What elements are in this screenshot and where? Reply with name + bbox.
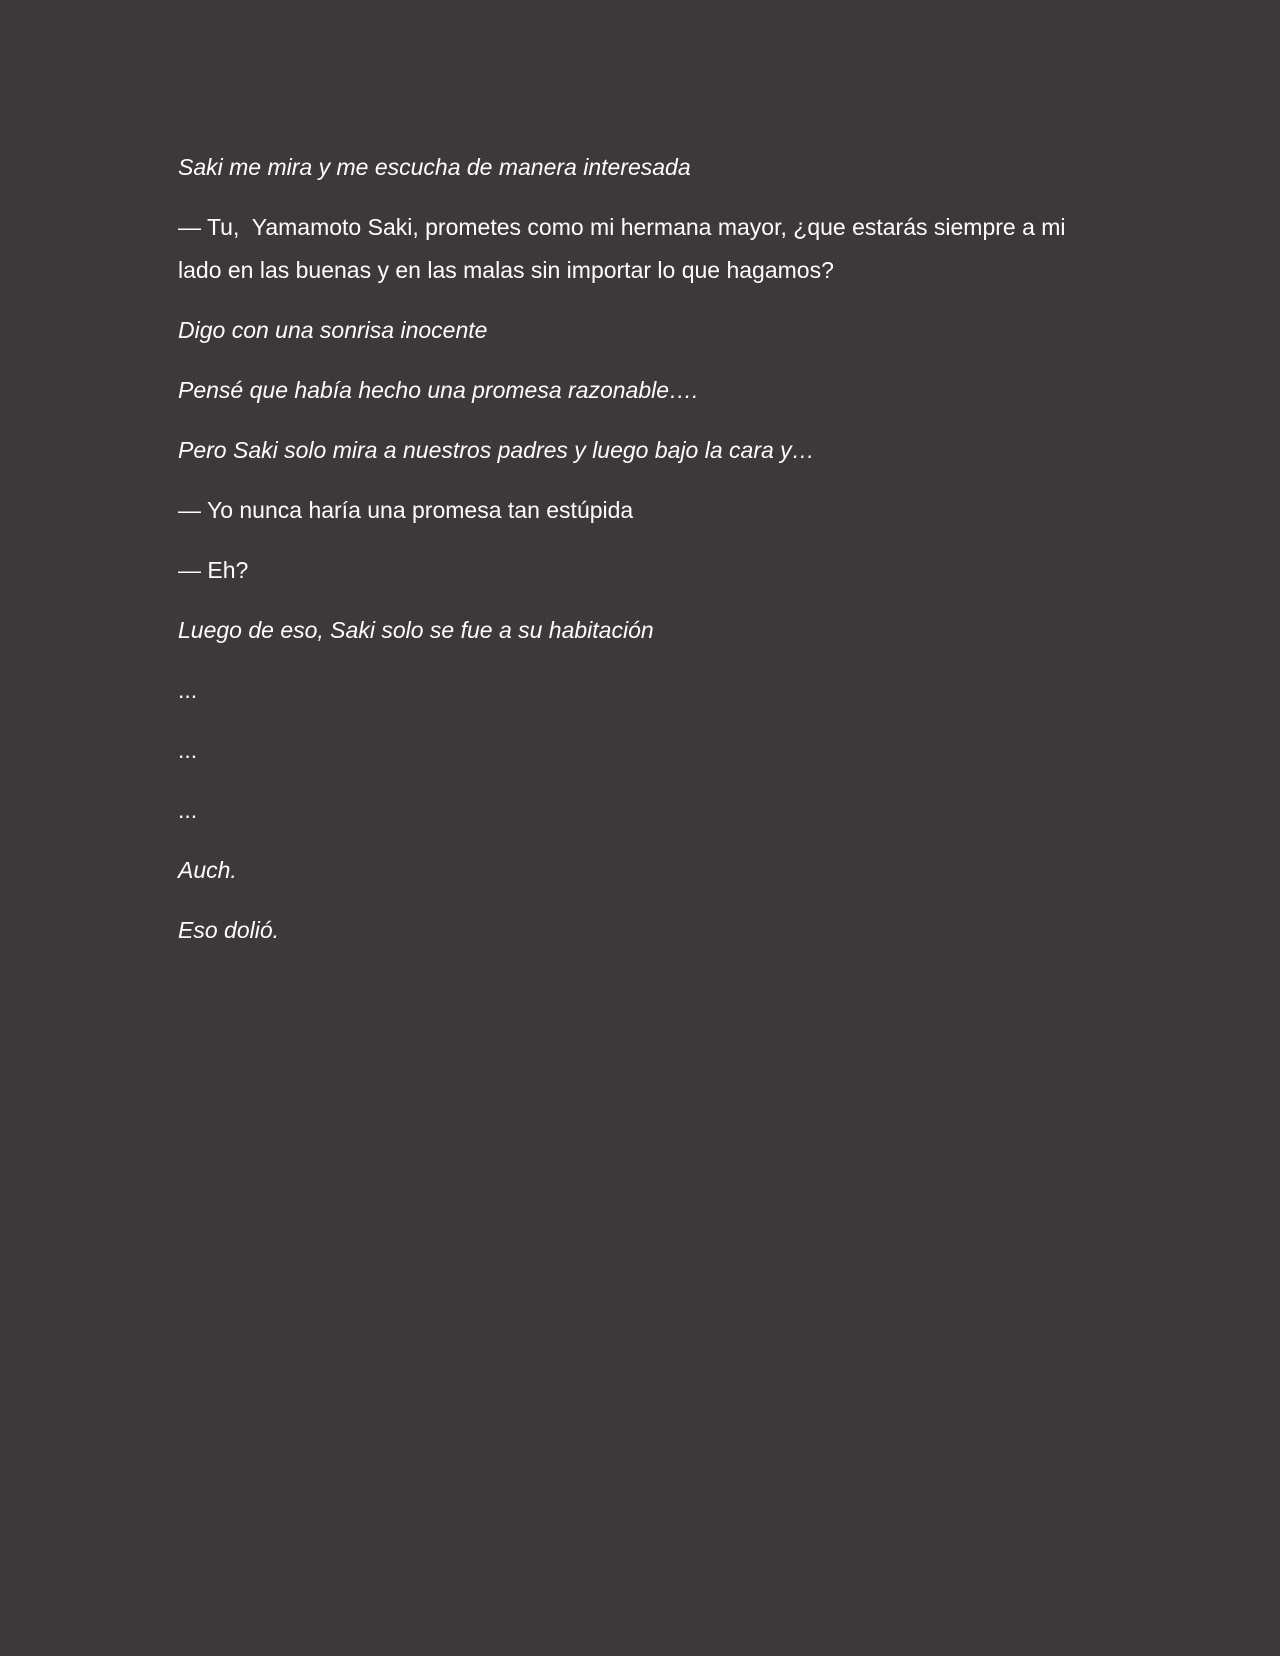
ellipsis-paragraph: ... — [178, 677, 198, 703]
ellipsis-paragraph: ... — [178, 737, 198, 763]
narration-paragraph: Eso dolió. — [178, 917, 280, 943]
dialogue-paragraph: — Tu, Yamamoto Saki, prometes como mi hermana mayor, ¿que estarás siempre a mi lado en las buenas y en las malas sin importar lo que hagamos? — [178, 214, 1072, 283]
narration-paragraph: Pero Saki solo mira a nuestros padres y luego bajo la cara y… — [178, 437, 815, 463]
dialogue-paragraph: — Yo nunca haría una promesa tan estúpida — [178, 497, 634, 523]
narration-paragraph: Saki me mira y me escucha de manera interesada — [178, 154, 691, 180]
narration-paragraph: Digo con una sonrisa inocente — [178, 317, 488, 343]
dialogue-paragraph: — Eh? — [178, 557, 249, 583]
narration-paragraph: Luego de eso, Saki solo se fue a su habitación — [178, 617, 654, 643]
narration-paragraph: Auch. — [178, 857, 237, 883]
document-body — [178, 146, 1113, 969]
ellipsis-paragraph: ... — [178, 797, 198, 823]
narration-paragraph: Pensé que había hecho una promesa razonable…. — [178, 377, 699, 403]
